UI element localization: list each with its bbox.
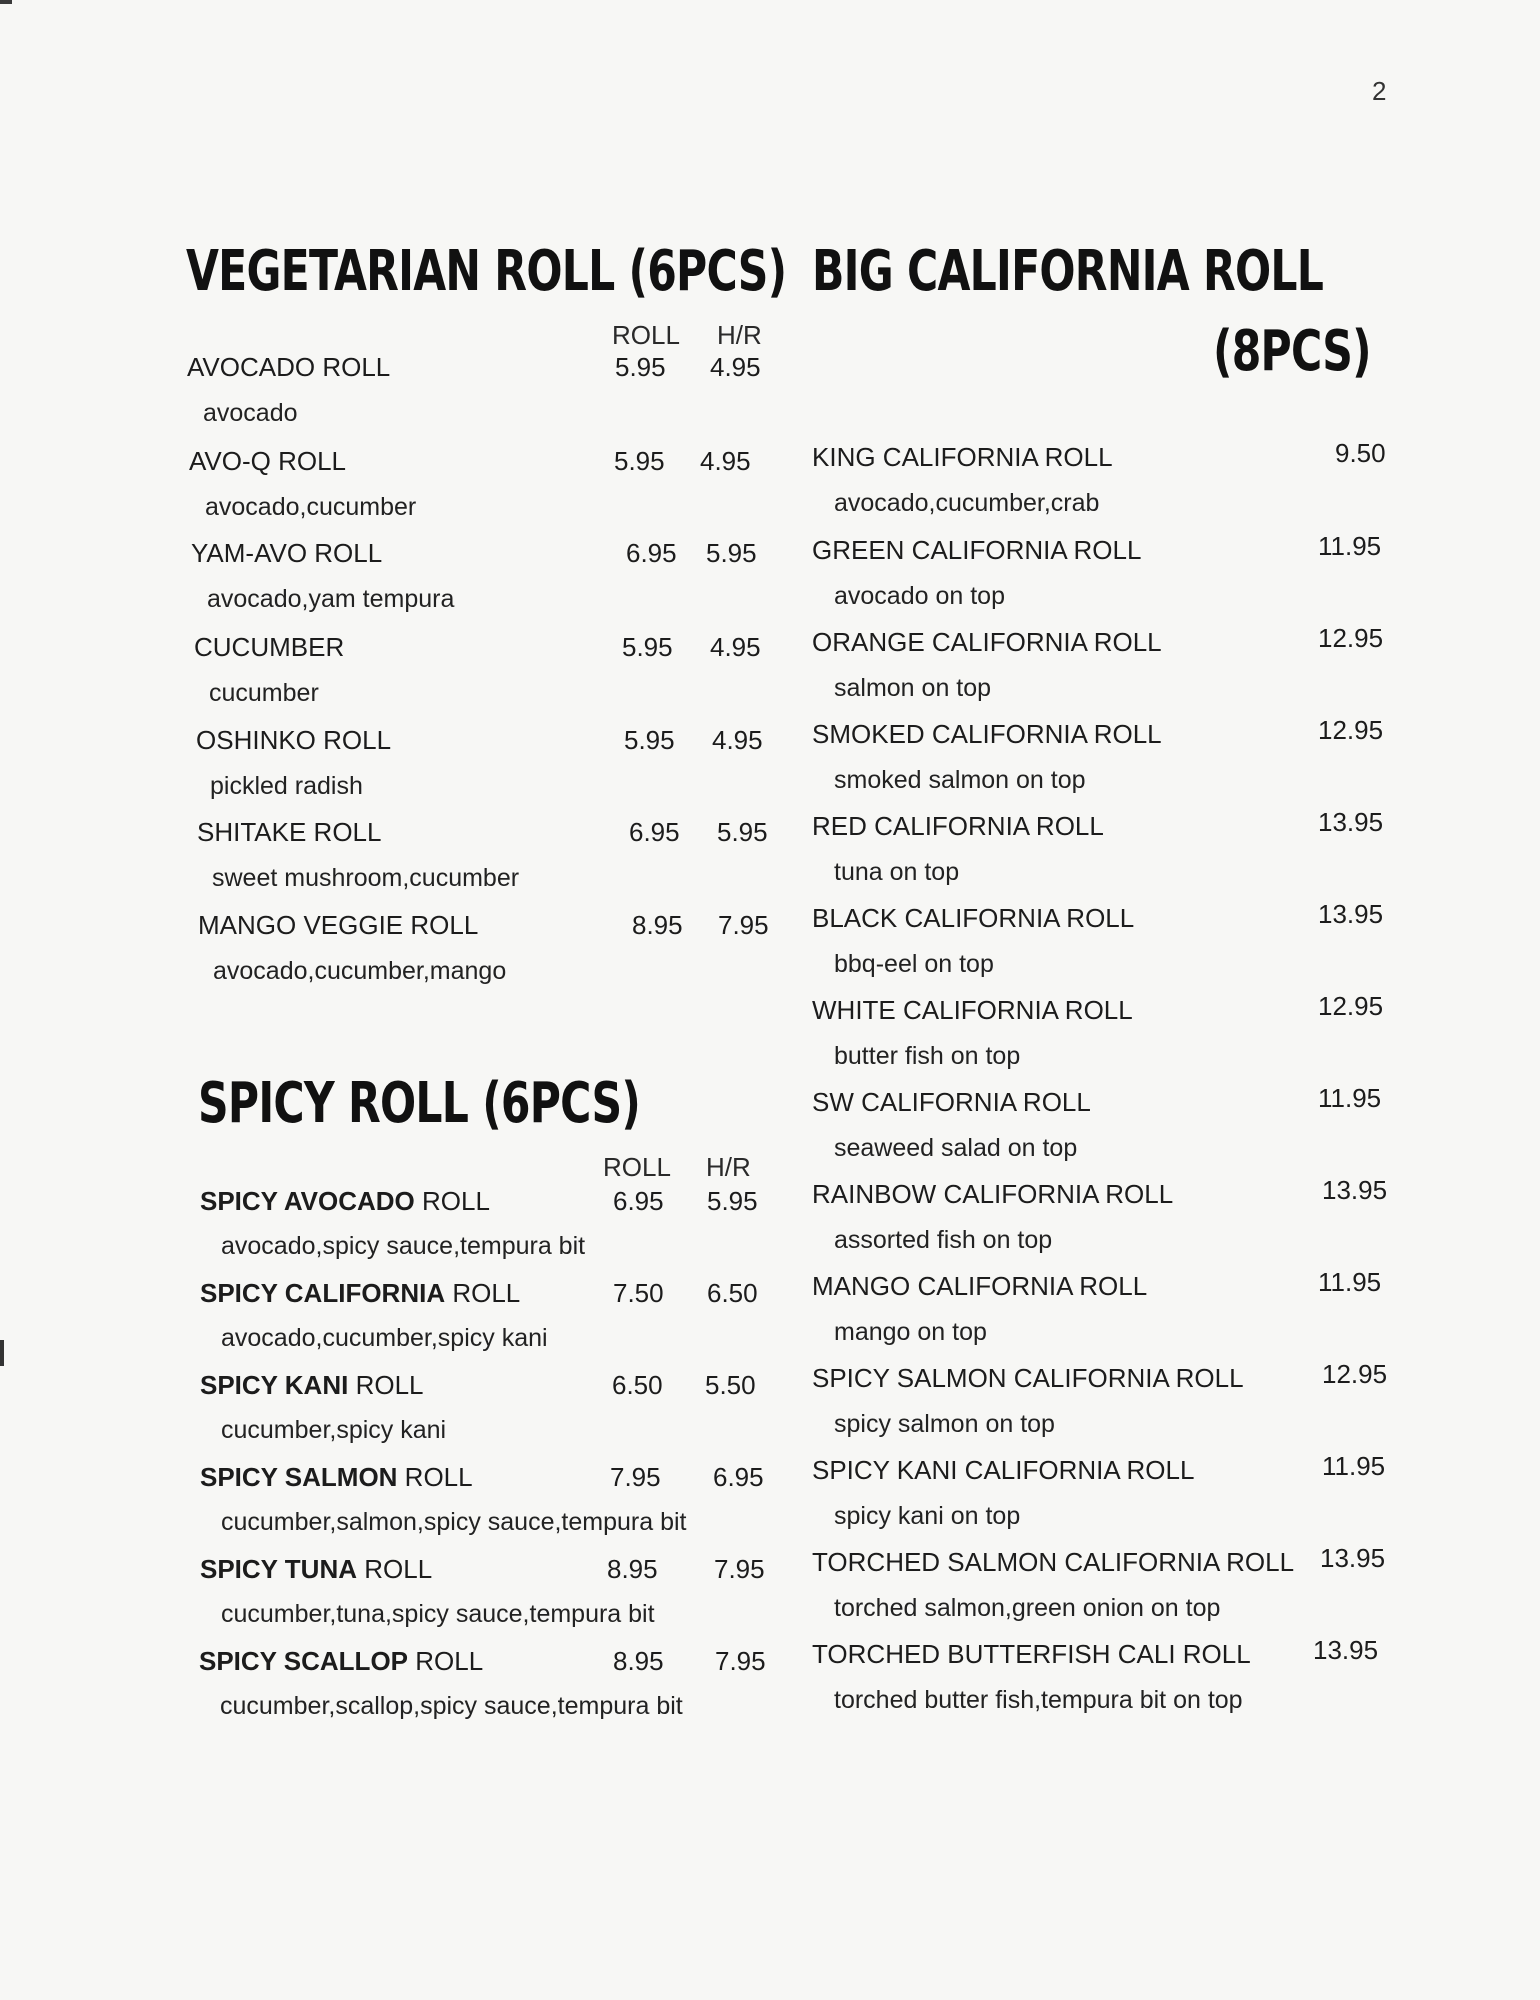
item-name-bold: SPICY CALIFORNIA xyxy=(200,1278,446,1308)
item-name xyxy=(200,1554,432,1585)
item-description: torched butter fish,tempura bit on top xyxy=(834,1686,1243,1714)
item-name: MANGO CALIFORNIA ROLL xyxy=(812,1271,1148,1301)
item-name: AVOCADO ROLL xyxy=(187,352,391,382)
item-price: 13.95 xyxy=(1320,1543,1386,1573)
item-name: ORANGE CALIFORNIA ROLL xyxy=(812,627,1162,657)
item-description: smoked salmon on top xyxy=(834,766,1086,794)
roll-price: 5.95 xyxy=(614,446,665,476)
half-roll-price: 5.95 xyxy=(706,538,757,568)
big-california-heading-pcs: (8PCS) xyxy=(1213,319,1371,384)
item-description: avocado on top xyxy=(834,582,1005,610)
item-price: 9.50 xyxy=(1335,438,1386,468)
item-price: 13.95 xyxy=(1322,1175,1388,1205)
item-name-bold: SPICY TUNA xyxy=(200,1554,357,1584)
item-description: avocado,cucumber,spicy kani xyxy=(221,1324,548,1352)
item-name-rest: ROLL xyxy=(415,1646,484,1676)
roll-price: 8.95 xyxy=(632,910,683,940)
item-description: torched salmon,green onion on top xyxy=(834,1594,1221,1622)
item-name xyxy=(200,1462,473,1493)
item-price: 13.95 xyxy=(1313,1635,1379,1665)
item-description: assorted fish on top xyxy=(834,1226,1053,1254)
spicy-col-hr: H/R xyxy=(706,1152,751,1182)
item-name-bold: SPICY AVOCADO xyxy=(200,1186,415,1216)
item-price: 12.95 xyxy=(1318,715,1384,745)
item-name: YAM-AVO ROLL xyxy=(191,538,383,568)
item-description: tuna on top xyxy=(834,858,960,886)
roll-price: 8.95 xyxy=(607,1554,658,1584)
item-description: mango on top xyxy=(834,1318,987,1346)
item-name: SMOKED CALIFORNIA ROLL xyxy=(812,719,1162,749)
item-name: SW CALIFORNIA ROLL xyxy=(812,1087,1091,1117)
item-name-rest: ROLL xyxy=(355,1370,424,1400)
item-name: WHITE CALIFORNIA ROLL xyxy=(812,995,1133,1025)
half-roll-price: 6.95 xyxy=(713,1462,764,1492)
item-name: MANGO VEGGIE ROLL xyxy=(198,910,479,940)
item-description: avocado,yam tempura xyxy=(207,585,455,613)
item-name xyxy=(200,1370,424,1401)
vegetarian-heading: VEGETARIAN ROLL (6PCS) xyxy=(186,239,787,304)
item-name-rest: ROLL xyxy=(364,1554,433,1584)
item-price: 13.95 xyxy=(1318,899,1384,929)
item-price: 12.95 xyxy=(1322,1359,1388,1389)
item-name: SPICY KANI CALIFORNIA ROLL xyxy=(812,1455,1195,1485)
roll-price: 7.95 xyxy=(610,1462,661,1492)
item-name xyxy=(200,1278,520,1309)
item-description: avocado,cucumber xyxy=(205,493,417,521)
item-description: salmon on top xyxy=(834,674,992,702)
item-description: avocado,cucumber,crab xyxy=(834,489,1100,517)
corner-mark xyxy=(0,0,12,4)
roll-price: 5.95 xyxy=(615,352,666,382)
item-description: avocado xyxy=(203,399,298,427)
item-description: avocado,spicy sauce,tempura bit xyxy=(221,1232,586,1260)
roll-price: 6.50 xyxy=(612,1370,663,1400)
item-description: cucumber,salmon,spicy sauce,tempura bit xyxy=(221,1508,687,1536)
half-roll-price: 7.95 xyxy=(715,1646,766,1676)
item-description: spicy kani on top xyxy=(834,1502,1021,1530)
item-price: 11.95 xyxy=(1318,1267,1382,1297)
spicy-col-roll: ROLL xyxy=(603,1152,671,1182)
item-name: GREEN CALIFORNIA ROLL xyxy=(812,535,1142,565)
roll-price: 6.95 xyxy=(613,1186,664,1216)
half-roll-price: 6.50 xyxy=(707,1278,758,1308)
item-description: cucumber xyxy=(209,679,319,707)
item-name-rest: ROLL xyxy=(404,1462,473,1492)
roll-price: 5.95 xyxy=(624,725,675,755)
item-name: RED CALIFORNIA ROLL xyxy=(812,811,1104,841)
item-name: TORCHED BUTTERFISH CALI ROLL xyxy=(812,1639,1251,1669)
item-description: avocado,cucumber,mango xyxy=(213,957,507,985)
item-description: spicy salmon on top xyxy=(834,1410,1055,1438)
item-name xyxy=(200,1186,490,1217)
item-price: 12.95 xyxy=(1318,991,1384,1021)
item-description: cucumber,tuna,spicy sauce,tempura bit xyxy=(221,1600,655,1628)
roll-price: 8.95 xyxy=(613,1646,664,1676)
item-name xyxy=(199,1646,483,1677)
item-description: butter fish on top xyxy=(834,1042,1021,1070)
item-name: AVO-Q ROLL xyxy=(189,446,347,476)
vegetarian-col-hr: H/R xyxy=(717,320,762,350)
item-name-bold: SPICY SCALLOP xyxy=(199,1646,409,1676)
item-name: TORCHED SALMON CALIFORNIA ROLL xyxy=(812,1547,1295,1577)
half-roll-price: 4.95 xyxy=(710,632,761,662)
item-price: 13.95 xyxy=(1318,807,1384,837)
vegetarian-col-roll: ROLL xyxy=(612,320,680,350)
item-price: 12.95 xyxy=(1318,623,1384,653)
big-california-heading: BIG CALIFORNIA ROLL xyxy=(812,239,1324,304)
item-price: 11.95 xyxy=(1322,1451,1386,1481)
item-name: BLACK CALIFORNIA ROLL xyxy=(812,903,1135,933)
item-description: cucumber,scallop,spicy sauce,tempura bit xyxy=(220,1692,683,1720)
page-number: 2 xyxy=(1372,76,1387,106)
half-roll-price: 7.95 xyxy=(714,1554,765,1584)
roll-price: 7.50 xyxy=(613,1278,664,1308)
edge-mark xyxy=(0,1340,4,1366)
item-description: seaweed salad on top xyxy=(834,1134,1078,1162)
half-roll-price: 5.95 xyxy=(707,1186,758,1216)
item-name: OSHINKO ROLL xyxy=(196,725,392,755)
item-description: cucumber,spicy kani xyxy=(221,1416,447,1444)
roll-price: 6.95 xyxy=(626,538,677,568)
spicy-heading: SPICY ROLL (6PCS) xyxy=(198,1071,641,1136)
item-name: SHITAKE ROLL xyxy=(197,817,382,847)
item-description: pickled radish xyxy=(210,772,363,800)
roll-price: 6.95 xyxy=(629,817,680,847)
item-name: RAINBOW CALIFORNIA ROLL xyxy=(812,1179,1174,1209)
half-roll-price: 5.50 xyxy=(705,1370,756,1400)
item-name: CUCUMBER xyxy=(194,632,345,662)
half-roll-price: 7.95 xyxy=(718,910,769,940)
item-description: sweet mushroom,cucumber xyxy=(212,864,520,892)
item-price: 11.95 xyxy=(1318,531,1382,561)
item-name-rest: ROLL xyxy=(422,1186,490,1216)
item-price: 11.95 xyxy=(1318,1083,1382,1113)
half-roll-price: 5.95 xyxy=(717,817,768,847)
roll-price: 5.95 xyxy=(622,632,673,662)
item-name: KING CALIFORNIA ROLL xyxy=(812,442,1113,472)
item-name: SPICY SALMON CALIFORNIA ROLL xyxy=(812,1363,1244,1393)
item-name-rest: ROLL xyxy=(452,1278,521,1308)
item-description: bbq-eel on top xyxy=(834,950,994,978)
half-roll-price: 4.95 xyxy=(712,725,763,755)
half-roll-price: 4.95 xyxy=(700,446,751,476)
item-name-bold: SPICY KANI xyxy=(200,1370,349,1400)
item-name-bold: SPICY SALMON xyxy=(200,1462,398,1492)
half-roll-price: 4.95 xyxy=(710,352,761,382)
